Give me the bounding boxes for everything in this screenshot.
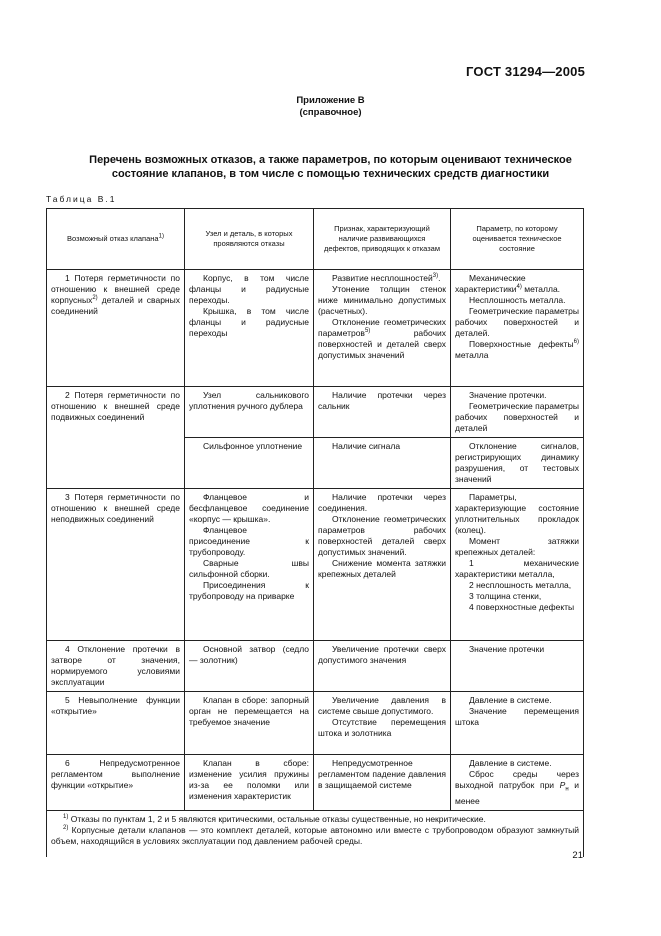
cell-unit: Клапан в сборе: запорный орган не перемещается на требуемое значение	[185, 692, 314, 755]
cell-failure: 1 Потеря герметичности по отношению к внешней среде корпусных$^{2)}$ деталей и сварных соединений	[47, 270, 185, 387]
cell-sign: Увеличение протечки сверх допустимого значения	[314, 641, 451, 692]
cell-failure: 4 Отклонение протечки в затворе от значения, нормируемого условиями эксплуатации	[47, 641, 185, 692]
cell-unit: Сильфонное уплотнение	[185, 438, 314, 489]
table-header-row	[47, 209, 584, 270]
document-title-line1: Перечень возможных отказов, а также параметров, по которым оценивают техническое	[89, 154, 572, 166]
cell-failure: 3 Потеря герметичности по отношению к внешней среде неподвижных соединений	[47, 489, 185, 641]
document-title	[50, 153, 611, 181]
cell-parameter: Давление в системе. Значение перемещения штока	[451, 692, 584, 755]
cell-unit: Клапан в сборе: изменение усилия пружины из-за ее поломки или изменения характеристик	[185, 755, 314, 811]
header-unit: Узел и деталь, в которых проявляются отказы	[185, 209, 314, 270]
page-number: 21	[572, 850, 583, 861]
cell-failure: 6 Непредусмотренное регламентом выполнение функции «открытие»	[47, 755, 185, 811]
table-row	[47, 387, 584, 438]
header-sign: Признак, характеризующий наличие развивающихся дефектов, приводящих к отказам	[314, 209, 451, 270]
cell-sign: Наличие сигнала	[314, 438, 451, 489]
cell-parameter: Отклонение сигналов, регистрирующих динамику разрушения, от тестовых значений	[451, 438, 584, 489]
table-row	[47, 755, 584, 811]
cell-sign: Наличие протечки через сальник	[314, 387, 451, 438]
header-failure: Возможный отказ клапана$^{1)}$	[47, 209, 185, 270]
failure-table	[46, 208, 584, 857]
table-row	[47, 270, 584, 387]
footnote-2: $^{2)}$ Корпусные детали клапанов — это комплект деталей, которые автономно или вместе с трубопроводом образуют замкнутый объем, находящийся в условиях эксплуатации под давлением рабочей среды.	[51, 824, 579, 846]
cell-parameter: Параметры, характеризующие состояние уплотнительных прокладок (колец). Момент затяжки крепежных деталей: 1 механические характеристики металла, 2 несплошность металла, 3 толщина стенки, 4 поверхностные дефекты	[451, 489, 584, 641]
table-label: Таблица В.1	[46, 194, 117, 204]
cell-unit: Основной затвор (седло — золотник)	[185, 641, 314, 692]
cell-parameter: Давление в системе. Сброс среды через выходной патрубок при $P_н$ и менее	[451, 755, 584, 811]
appendix-subtitle: (справочное)	[299, 107, 362, 118]
table-footnotes	[47, 810, 584, 857]
cell-sign: Увеличение давления в системе свыше допустимого. Отсутствие перемещения штока и золотника	[314, 692, 451, 755]
table-row	[47, 641, 584, 692]
cell-parameter: Значение протечки	[451, 641, 584, 692]
appendix-heading	[0, 95, 661, 119]
cell-unit: Узел сальникового уплотнения ручного дублера	[185, 387, 314, 438]
cell-failure: 2 Потеря герметичности по отношению к внешней среде подвижных соединений	[47, 387, 185, 489]
table-row	[47, 489, 584, 641]
cell-sign: Непредусмотренное регламентом падение давления в защищаемой системе	[314, 755, 451, 811]
cell-sign: Развитие несплошностей$^{3)}$. Утонение толщин стенок ниже минимально допустимых (расчетных). Отклонение геометрических параметров$^{5)}$ рабочих поверхностей и деталей сверх допустимых значений	[314, 270, 451, 387]
cell-unit: Корпус, в том числе фланцы и радиусные переходы. Крышка, в том числе фланцы и радиусные переходы	[185, 270, 314, 387]
appendix-title: Приложение В	[296, 95, 365, 106]
cell-parameter: Механические характеристики$^{4)}$ металла. Несплошность металла. Геометрические параметры рабочих поверхностей и деталей. Поверхностные дефекты$^{6)}$ металла	[451, 270, 584, 387]
footnote-1: $^{1)}$ Отказы по пунктам 1, 2 и 5 являются критическими, остальные отказы существенные, но некритические.	[63, 813, 486, 824]
table-row	[47, 692, 584, 755]
document-title-line2: состояние клапанов, в том числе с помощью технических средств диагностики	[111, 168, 550, 180]
cell-sign: Наличие протечки через соединения. Отклонение геометрических параметров рабочих поверхностей деталей сверх допустимых значений. Снижение момента затяжки крепежных деталей	[314, 489, 451, 641]
standard-code: ГОСТ 31294—2005	[466, 64, 585, 79]
header-parameter: Параметр, по которому оценивается техническое состояние	[451, 209, 584, 270]
cell-unit: Фланцевое и бесфланцевое соединение «корпус — крышка». Фланцевое присоединение к трубопроводу. Сварные швы сильфонной сборки. Присоединения к трубопроводу на приварке	[185, 489, 314, 641]
cell-parameter: Значение протечки. Геометрические параметры рабочих поверхностей и деталей	[451, 387, 584, 438]
cell-failure: 5 Невыполнение функции «открытие»	[47, 692, 185, 755]
table-footnotes-row	[47, 810, 584, 857]
